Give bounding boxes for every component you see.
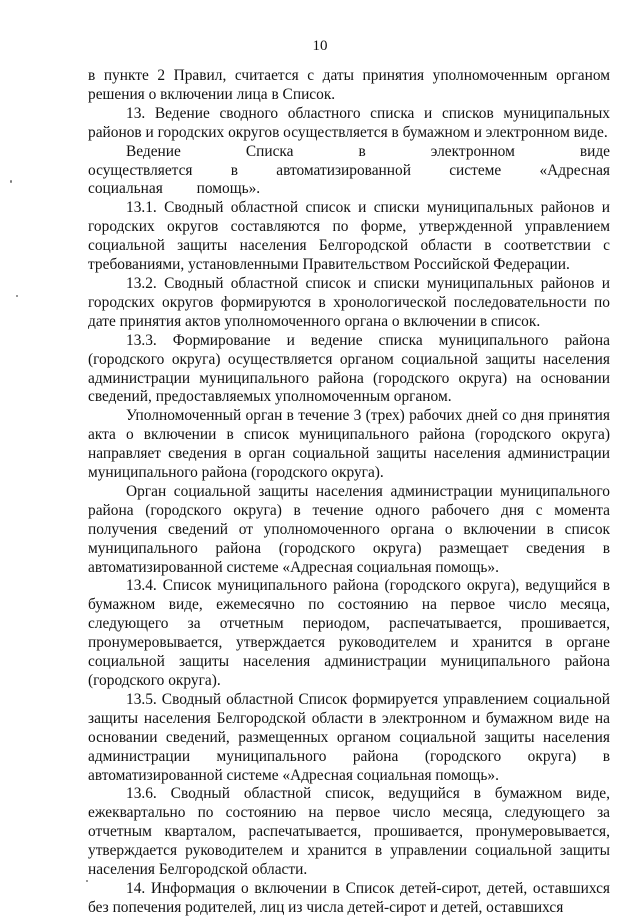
paragraph: 14. Информация о включении в Список детей-сирот, детей, оставшихся без попечения родителей, лиц из числа детей-сирот и детей, оставшихся [88,879,610,916]
paragraph: Орган социальной защиты населения администрации муниципального района (городского округа) в течение одного рабочего дня с момента получения сведений от уполномоченного органа о включении в список муниципального района (городского округа) размещает сведения в автоматизированной системе «Адресная социальная помощь». [88,482,610,576]
paragraph: 13.2. Сводный областной список и списки муниципальных районов и городских округов формируются в хронологической последовательности по дате принятия актов уполномоченного органа о включении в список. [88,274,610,330]
paragraph: Ведение Списка в электронном виде осуществляется в автоматизированной системе «Адресная социальная помощь». [88,142,610,198]
paragraph: 13.1. Сводный областной список и списки муниципальных районов и городских округов составляются по форме, утвержденной управлением социальной защиты населения Белгородской области в соответствии с требованиями, установленными Правительством Российской Федерации. [88,199,610,274]
paragraph: 13.4. Список муниципального района (городского округа), ведущийся в бумажном виде, ежемесячно по состоянию на первое число месяца, следующего за отчетным периодом, распечатывается, прошивается, пронумеровывается, утверждается руководителем и хранится в органе социальной защиты населения администрации муниципального района (городского округа). [88,577,610,689]
paragraph: 13. Ведение сводного областного списка и списков муниципальных районов и городских округов осуществляется в бумажном и электронном виде. [88,104,610,141]
paragraph: 13.3. Формирование и ведение списка муниципального района (городского округа) осуществляется органом социальной защиты населения администрации муниципального района (городского округа) на основании сведений, предоставляемых уполномоченным органом. [88,331,610,406]
scan-speck [10,180,12,183]
scan-speck [86,880,88,882]
page-number: 10 [312,38,328,54]
paragraph: 13.5. Сводный областной Список формируется управлением социальной защиты населения Белгородской области в электронном и бумажном виде на основании сведений, размещенных органом социальной защиты населения администрации муниципального района (городского округа) в автоматизированной системе «Адресная социальная помощь». [88,690,610,784]
paragraph: в пункте 2 Правил, считается с даты принятия уполномоченным органом решения о включении лица в Список. [88,67,610,103]
paragraph: Уполномоченный орган в течение 3 (трех) рабочих дней со дня принятия акта о включении в список муниципального района (городского округа) направляет сведения в орган социальной защиты населения администрации муниципального района (городского округа). [88,407,610,482]
scan-speck [16,295,18,297]
document-body [88,67,610,918]
paragraph: 13.6. Сводный областной список, ведущийся в бумажном виде, ежеквартально по состоянию на первое число месяца, следующего за отчетным кварталом, распечатывается, прошивается, пронумеровывается, утверждается руководителем и хранится в управлении социальной защиты населения Белгородской области. [88,785,610,879]
